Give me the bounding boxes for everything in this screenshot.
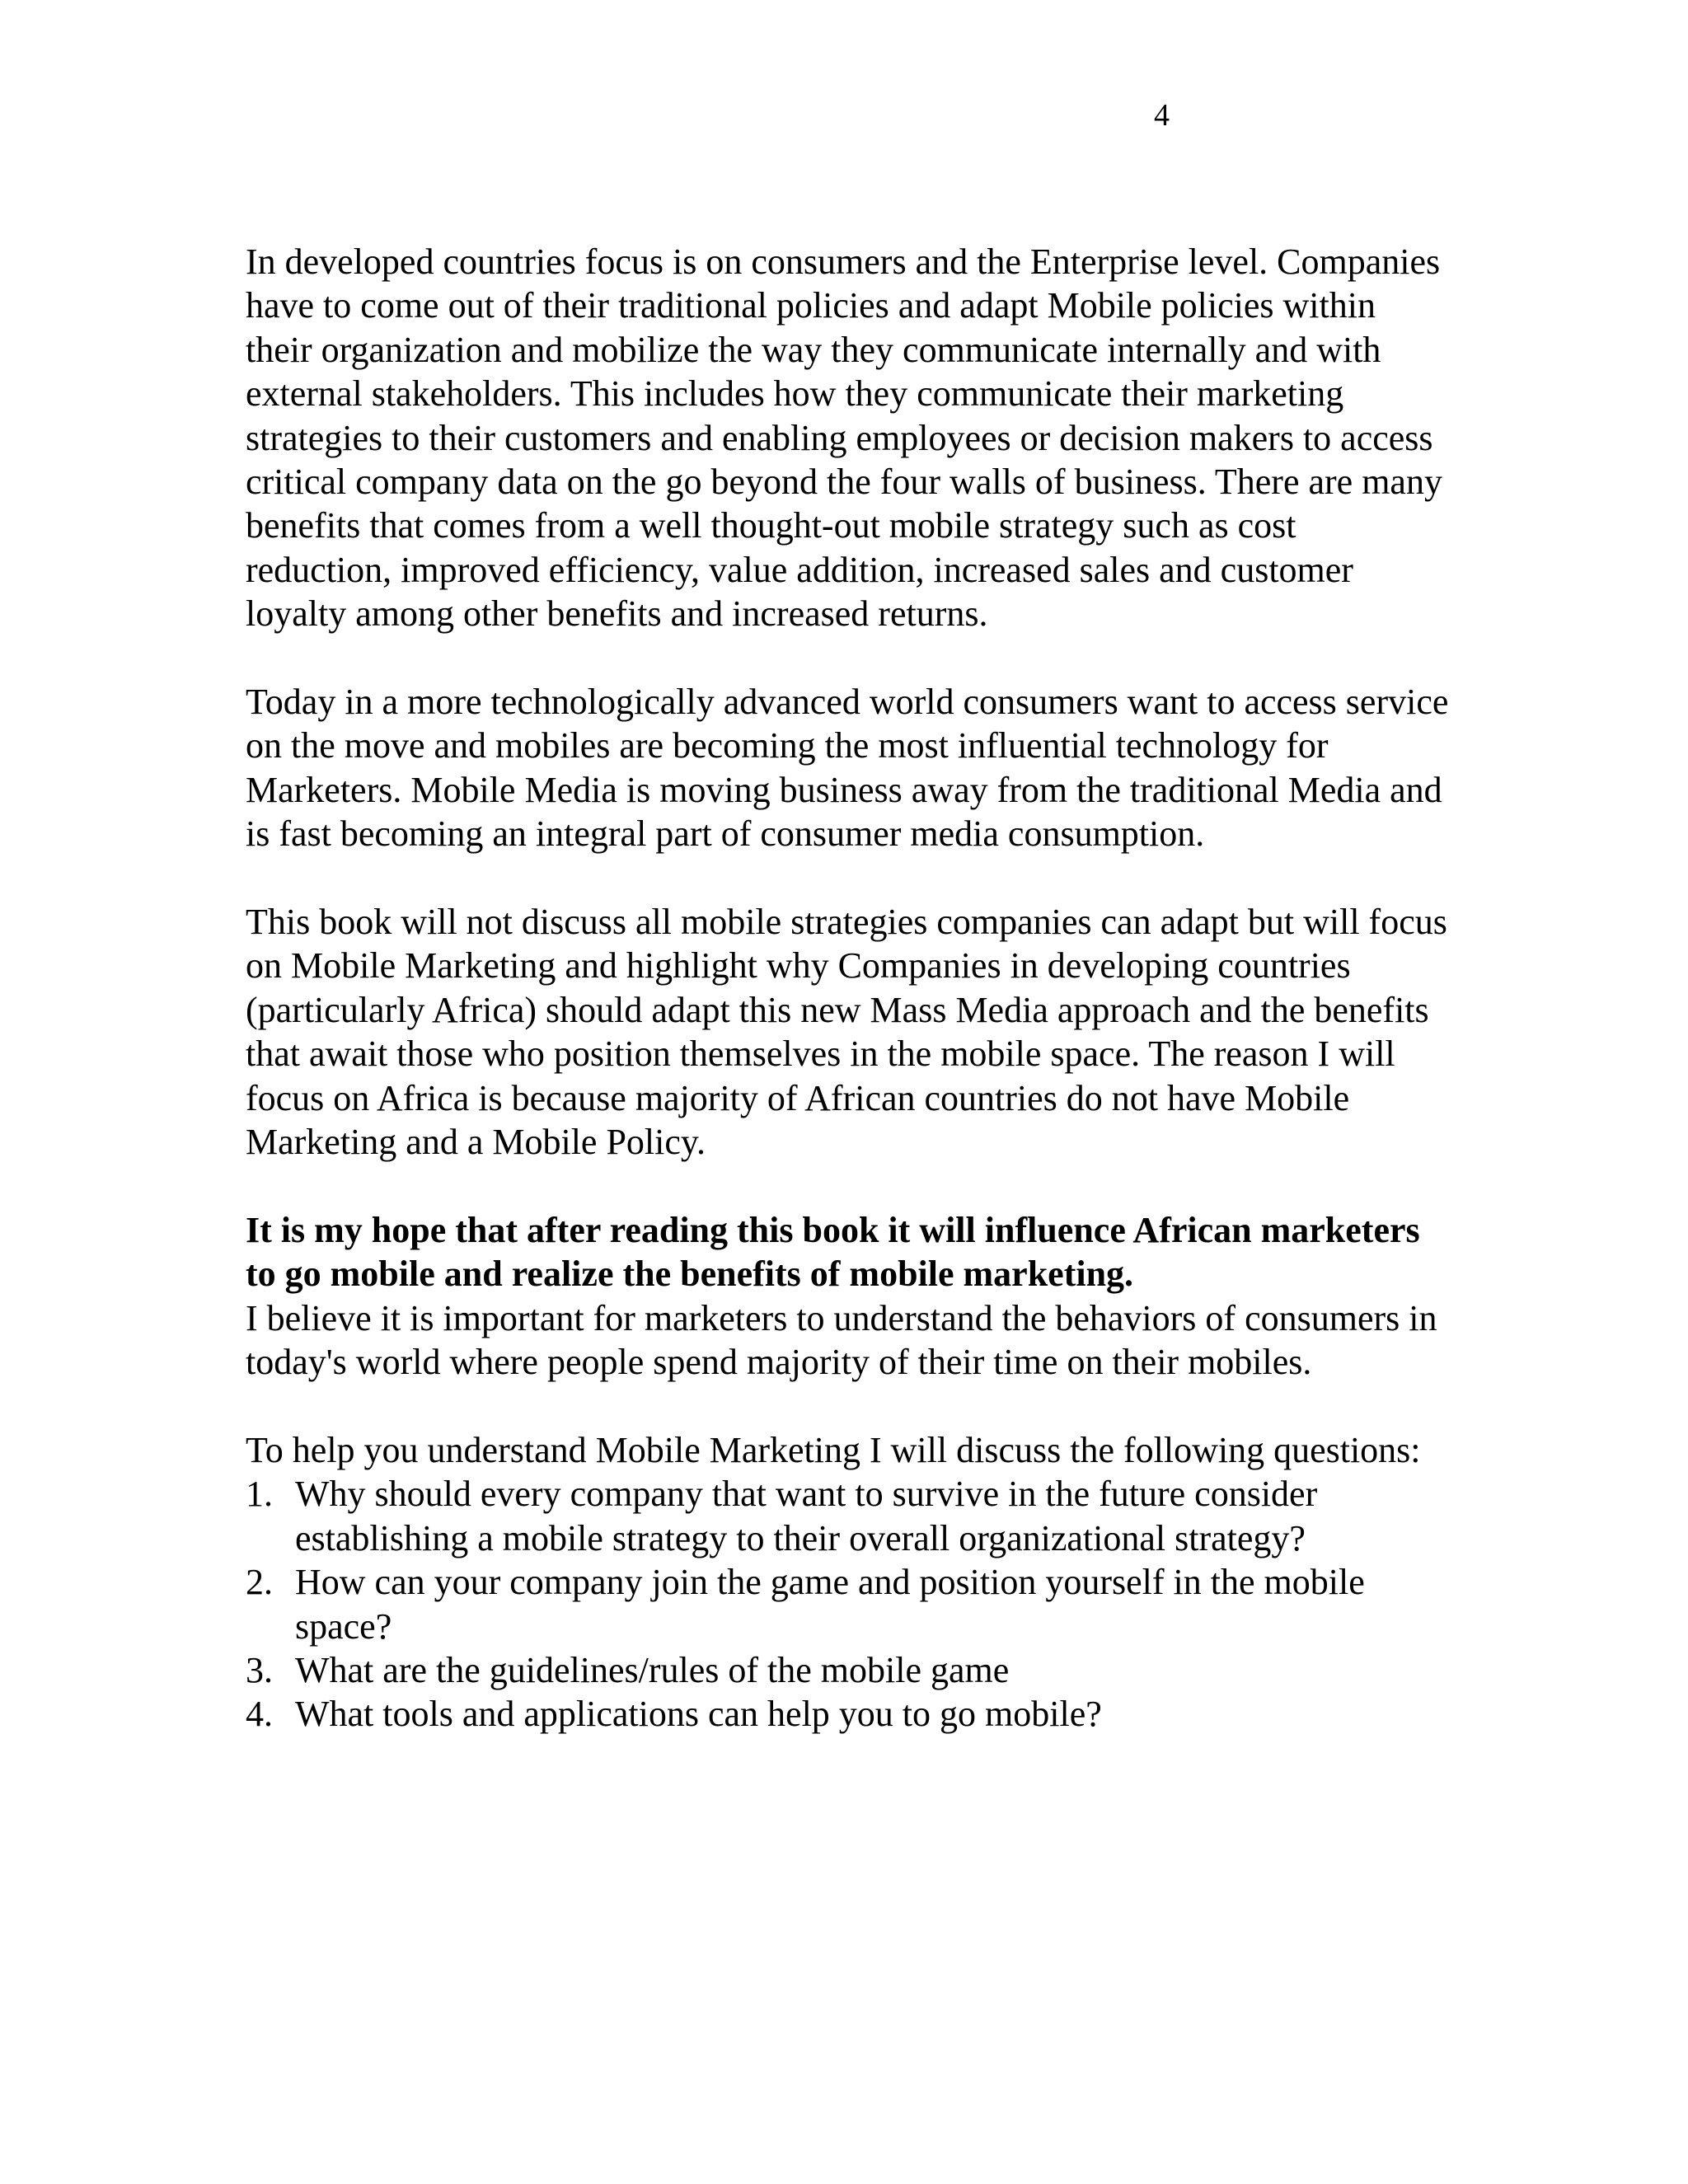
list-item-text: How can your company join the game and position yourself in the mobile space? — [295, 1562, 1365, 1647]
list-item-number: 4. — [246, 1694, 273, 1735]
list-item — [246, 1648, 1449, 1692]
list-item-text: Why should every company that want to survive in the future consider establishing a mobile strategy to their overall organizational strategy? — [295, 1474, 1318, 1558]
list-item-number: 2. — [246, 1562, 273, 1603]
page-number: 4 — [1154, 98, 1170, 133]
questions-list — [246, 1472, 1449, 1736]
list-item-number: 1. — [246, 1474, 273, 1515]
paragraph-hope-bold: It is my hope that after reading this book it will influence African marketers to go mobile and realize the benefits of mobile marketing. — [246, 1209, 1420, 1295]
list-item — [246, 1560, 1449, 1648]
paragraph-technologically-advanced: Today in a more technologically advanced world consumers want to access service on the move and mobiles are becoming the most influential technology for Marketers. Mobile Media is moving business away from the traditional Media and is fast becoming an integral part of consumer media consumption. — [246, 682, 1449, 855]
page-body — [246, 240, 1449, 1736]
list-item-number: 3. — [246, 1649, 273, 1690]
list-item — [246, 1472, 1449, 1560]
list-item-text: What are the guidelines/rules of the mobile game — [295, 1649, 1010, 1690]
list-item-text: What tools and applications can help you to go mobile? — [295, 1694, 1102, 1735]
list-item — [246, 1692, 1449, 1736]
paragraph-consumer-behaviors: I believe it is important for marketers to understand the behaviors of consumers in today's world where people spend majority of their time on their mobiles. — [246, 1297, 1437, 1383]
paragraph-developed-countries: In developed countries focus is on consumers and the Enterprise level. Companies have to come out of their traditional policies and adapt Mobile policies within their organization and mobilize the way they communicate internally and with external stakeholders. This includes how they communicate their marketing strategies to their customers and enabling employees or decision makers to access critical company data on the go beyond the four walls of business. There are many benefits that comes from a well thought-out mobile strategy such as cost reduction, improved efficiency, value addition, increased sales and customer loyalty among other benefits and increased returns. — [246, 241, 1442, 635]
paragraph-questions-intro: To help you understand Mobile Marketing I will discuss the following questions: — [246, 1429, 1421, 1470]
paragraph-book-focus: This book will not discuss all mobile strategies companies can adapt but will focus on Mobile Marketing and highlight why Companies in developing countries (particularly Africa) should adapt this new Mass Media approach and the benefits that await those who position themselves in the mobile space. The reason I will focus on Africa is because majority of African countries do not have Mobile Marketing and a Mobile Policy. — [246, 902, 1447, 1163]
